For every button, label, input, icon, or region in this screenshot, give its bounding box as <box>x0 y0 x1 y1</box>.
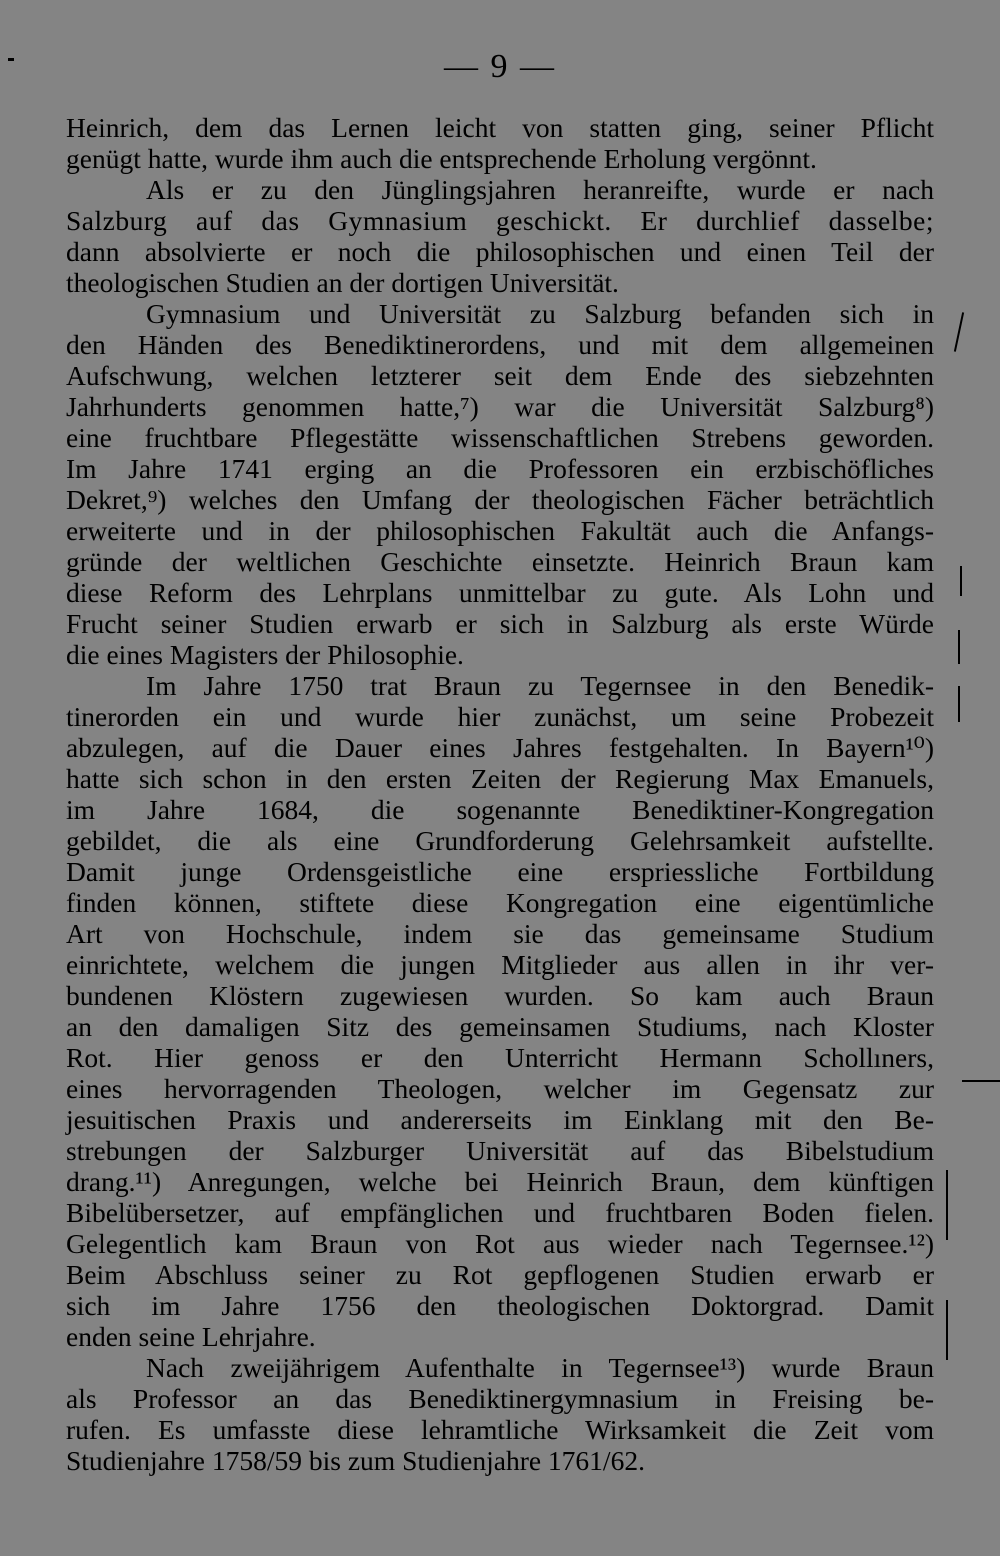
text-line: Rot. Hier genoss er den Unterricht Hermann Schollıners, <box>66 1042 934 1073</box>
text-line: jesuitischen Praxis und andererseits im Einklang mit den Be- <box>66 1104 934 1135</box>
text-line: Jahrhunderts genommen hatte,⁷) war die Universität Salzburg⁸) <box>66 391 934 422</box>
text-line: rufen. Es umfasste diese lehramtliche Wirksamkeit die Zeit vom <box>66 1414 934 1445</box>
text-line: Art von Hochschule, indem sie das gemeinsame Studium <box>66 918 934 949</box>
text-line: Frucht seiner Studien erwarb er sich in Salzburg als erste Würde <box>66 608 934 639</box>
text-line: Studienjahre 1758/59 bis zum Studienjahre 1761/62. <box>66 1445 645 1476</box>
text-line: erweiterte und in der philosophischen Fakultät auch die Anfangs- <box>66 515 934 546</box>
margin-mark <box>958 630 960 664</box>
margin-scan-marks <box>944 300 1000 1450</box>
text-line: theologischen Studien an der dortigen Universität. <box>66 267 619 298</box>
page-number: — 9 — <box>444 48 556 85</box>
text-line: sich im Jahre 1756 den theologischen Doktorgrad. Damit <box>66 1290 934 1321</box>
text-line: Im Jahre 1750 trat Braun zu Tegernsee in den Benedik- <box>146 670 934 701</box>
text-line: diese Reform des Lehrplans unmittelbar zu gute. Als Lohn und <box>66 577 934 608</box>
text-line: Als er zu den Jünglingsjahren heranreifte, wurde er nach <box>146 174 934 205</box>
text-line: den Händen des Benediktinerordens, und mit dem allgemeinen <box>66 329 934 360</box>
text-line: abzulegen, auf die Dauer eines Jahres festgehalten. In Bayern¹⁰) <box>66 732 934 763</box>
margin-mark <box>954 312 964 352</box>
text-line: hatte sich schon in den ersten Zeiten der Regierung Max Emanuels, <box>66 763 934 794</box>
text-line: Gymnasium und Universität zu Salzburg befanden sich in <box>146 298 934 329</box>
text-line: tinerorden ein und wurde hier zunächst, um seine Probezeit <box>66 701 934 732</box>
text-line: enden seine Lehrjahre. <box>66 1321 316 1352</box>
margin-mark <box>946 1300 948 1360</box>
text-line: im Jahre 1684, die sogenannte Benediktiner-Kongregation <box>66 794 934 825</box>
text-line: Salzburg auf das Gymnasium geschickt. Er durchlief dasselbe; <box>66 205 934 236</box>
text-line: Gelegentlich kam Braun von Rot aus wieder nach Tegernsee.¹²) <box>66 1228 934 1259</box>
text-line: die eines Magisters der Philosophie. <box>66 639 464 670</box>
text-line: gebildet, die als eine Grundforderung Gelehrsamkeit aufstellte. <box>66 825 934 856</box>
text-line: Nach zweijährigem Aufenthalte in Tegernsee¹³) wurde Braun <box>146 1352 934 1383</box>
text-line: eine fruchtbare Pflegestätte wissenschaftlichen Strebens geworden. <box>66 422 934 453</box>
text-line: Bibelübersetzer, auf empfänglichen und fruchtbaren Boden fielen. <box>66 1197 934 1228</box>
text-line: Heinrich, dem das Lernen leicht von statten ging, seiner Pflicht <box>66 112 934 143</box>
text-line: als Professor an das Benediktinergymnasium in Freising be- <box>66 1383 934 1414</box>
text-line: genügt hatte, wurde ihm auch die entsprechende Erholung vergönnt. <box>66 143 817 174</box>
text-line: drang.¹¹) Anregungen, welche bei Heinrich Braun, dem künftigen <box>66 1166 934 1197</box>
text-line: dann absolvierte er noch die philosophischen und einen Teil der <box>66 236 934 267</box>
text-line: gründe der weltlichen Geschichte einsetzte. Heinrich Braun kam <box>66 546 934 577</box>
text-line: bundenen Klöstern zugewiesen wurden. So kam auch Braun <box>66 980 934 1011</box>
margin-mark <box>958 686 960 722</box>
text-line: an den damaligen Sitz des gemeinsamen Studiums, nach Kloster <box>66 1011 934 1042</box>
text-line: strebungen der Salzburger Universität auf das Bibelstudium <box>66 1135 934 1166</box>
text-line: Dekret,⁹) welches den Umfang der theologischen Fächer beträchtlich <box>66 484 934 515</box>
text-line: einrichtete, welchem die jungen Mitglieder aus allen in ihr ver- <box>66 949 934 980</box>
margin-mark <box>960 566 962 596</box>
text-line: finden können, stiftete diese Kongregation eine eigentümliche <box>66 887 934 918</box>
text-line: Beim Abschluss seiner zu Rot gepflogenen Studien erwarb er <box>66 1259 934 1290</box>
text-line: Aufschwung, welchen letzterer seit dem Ende des siebzehnten <box>66 360 934 391</box>
text-line: Damit junge Ordensgeistliche eine erspriessliche Fortbildung <box>66 856 934 887</box>
text-line: Im Jahre 1741 erging an die Professoren ein erzbischöfliches <box>66 453 934 484</box>
margin-mark <box>946 1170 948 1240</box>
text-body <box>66 112 934 1476</box>
text-line: eines hervorragenden Theologen, welcher im Gegensatz zur <box>66 1073 934 1104</box>
margin-mark <box>962 1080 1000 1082</box>
